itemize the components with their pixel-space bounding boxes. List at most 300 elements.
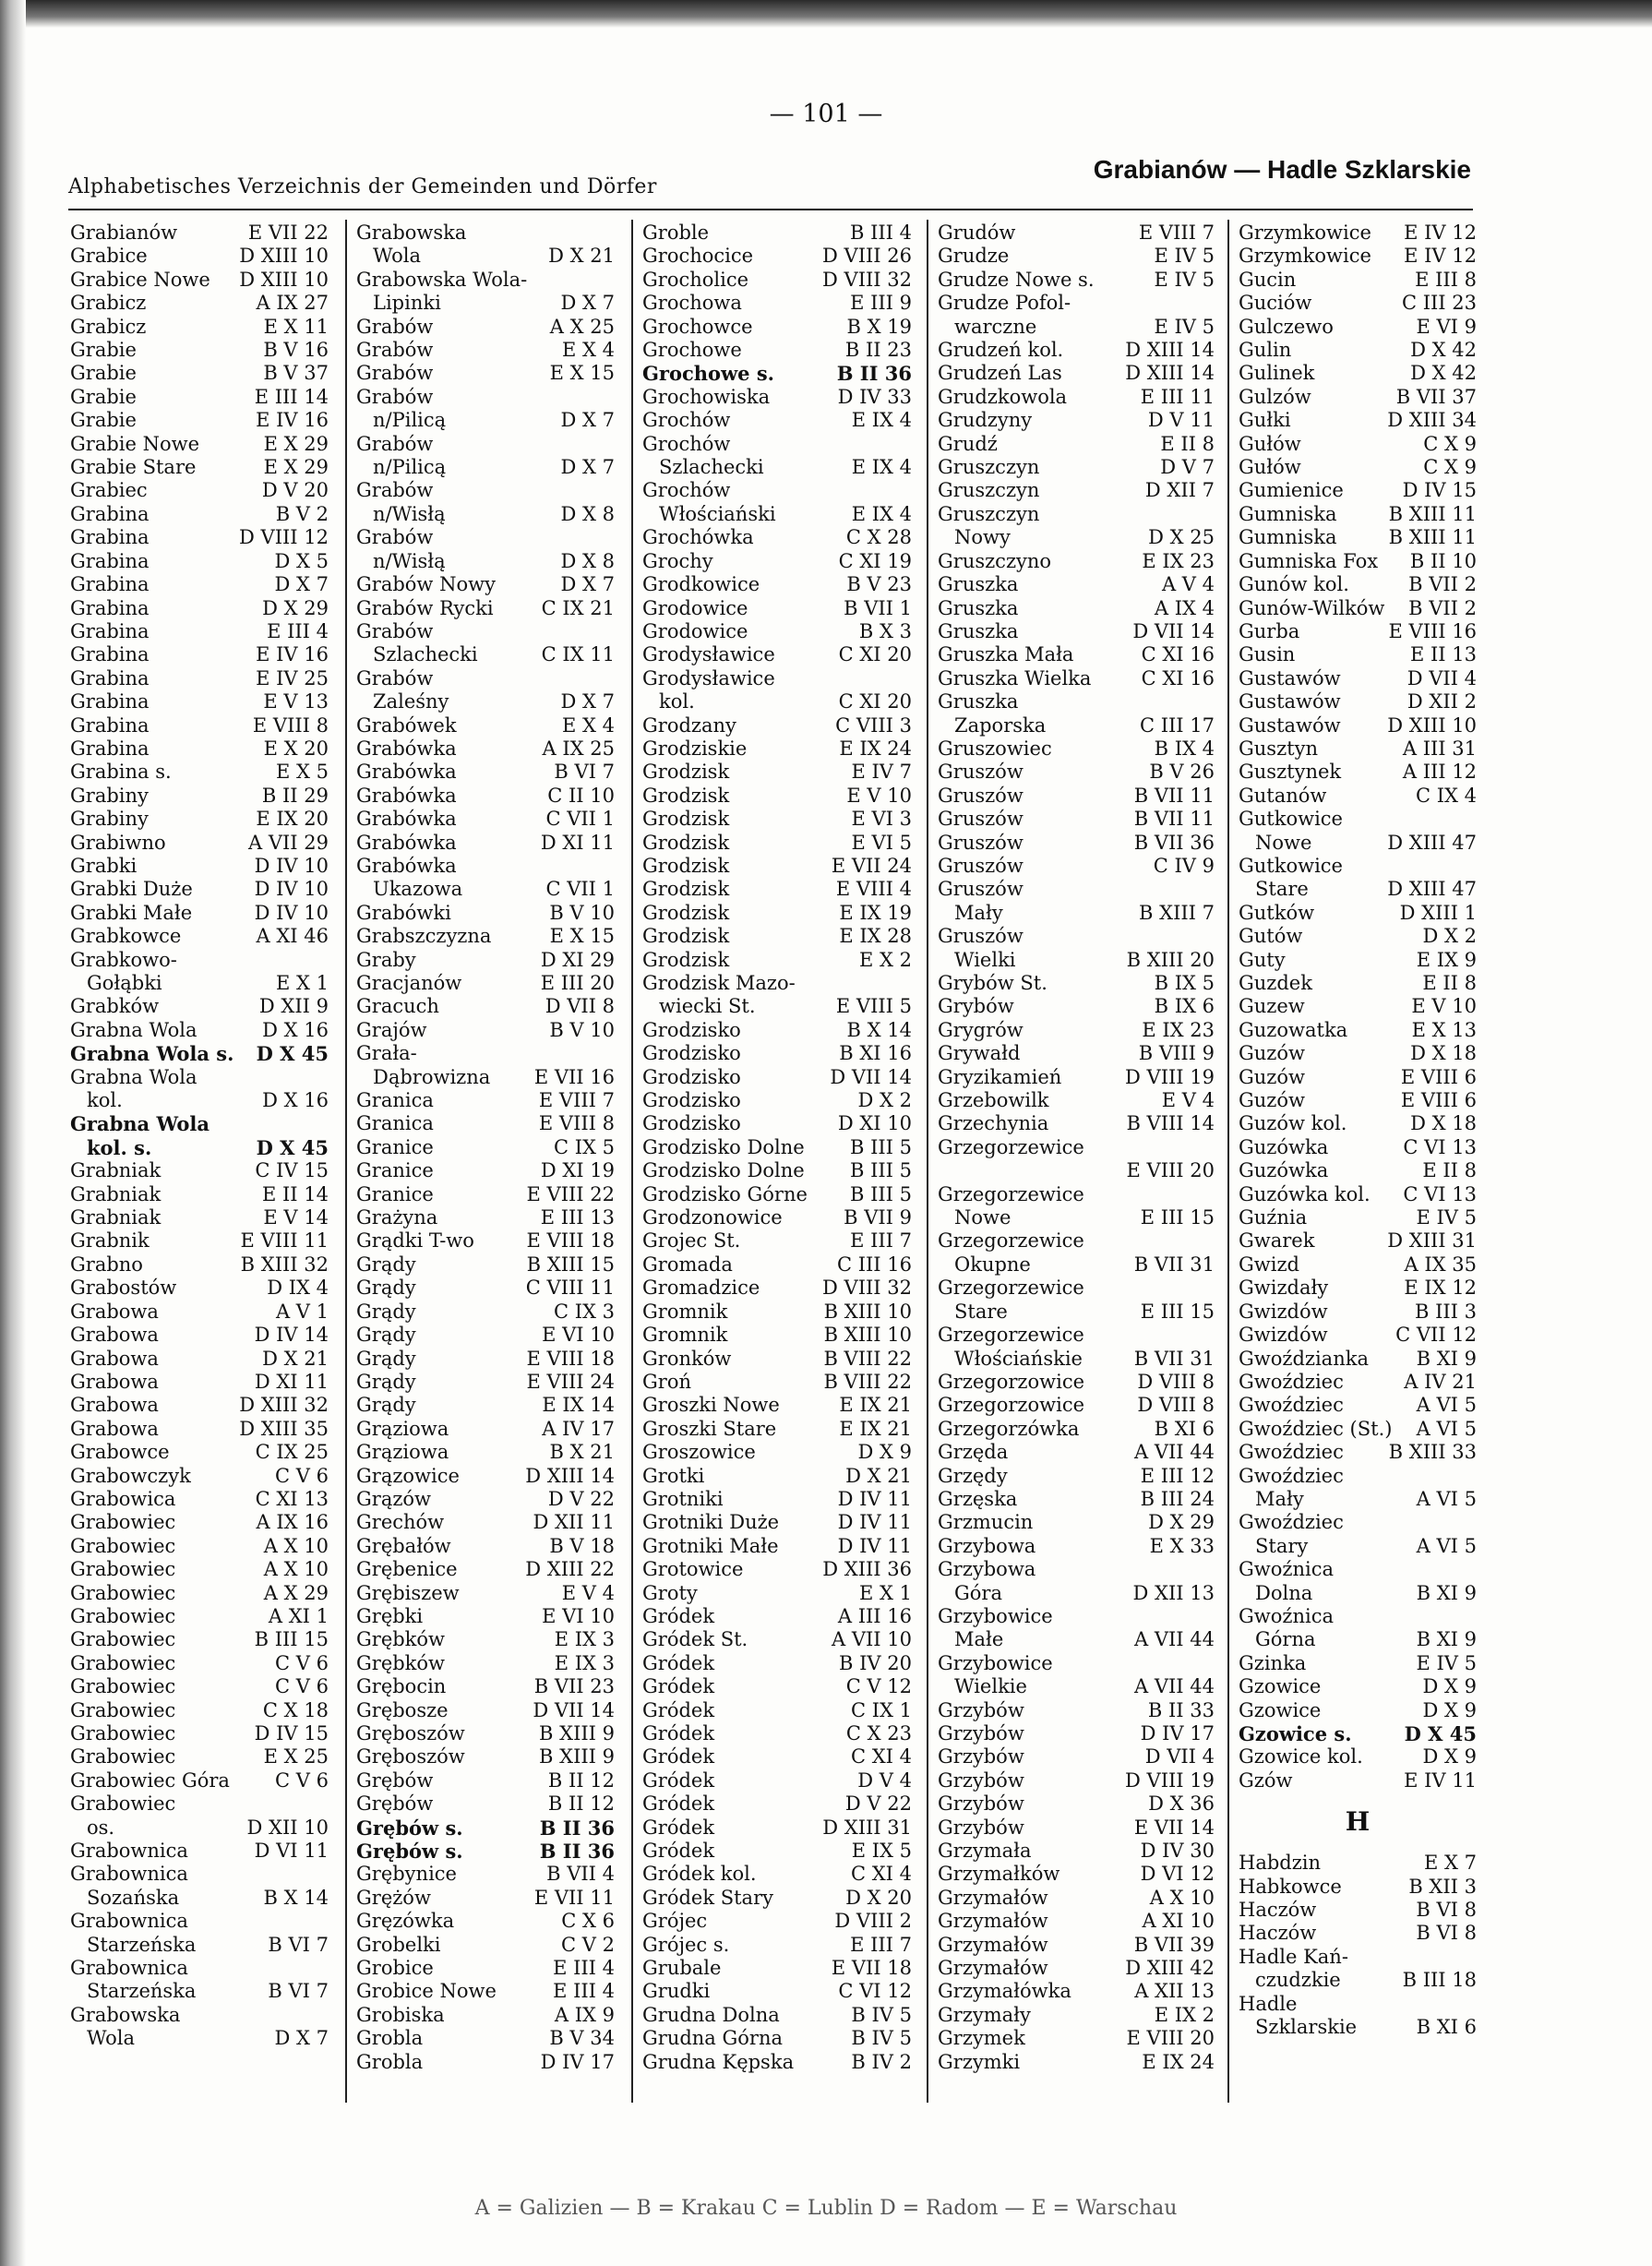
index-entry — [356, 1652, 615, 1675]
index-entry — [70, 526, 329, 549]
grid-code: B VII 11 — [1133, 808, 1215, 831]
place-name: Gródek — [642, 1840, 715, 1863]
place-name: Grzechynia — [938, 1112, 1049, 1135]
grid-code: B V 10 — [549, 901, 615, 924]
index-entry — [70, 1112, 329, 1135]
index-entry — [356, 1980, 615, 2003]
place-name: Starzeńska — [87, 1980, 197, 2003]
index-entry — [356, 1745, 615, 1768]
grid-code: D VIII 19 — [1125, 1065, 1215, 1088]
place-name: Gródek — [642, 1675, 715, 1698]
index-entry — [938, 902, 1215, 925]
grid-code: C IX 21 — [541, 596, 615, 619]
grid-code: E X 1 — [276, 972, 329, 994]
place-name: Grębocin — [356, 1675, 447, 1698]
place-name: Grębków — [356, 1651, 446, 1674]
place-name: Guźnia — [1239, 1206, 1308, 1229]
grid-code: E VI 5 — [851, 831, 912, 854]
place-name: Gruszka Wielka — [938, 666, 1092, 689]
grid-code: D X 2 — [1422, 925, 1477, 948]
grid-code: D XIII 47 — [1387, 831, 1477, 854]
grid-code: D X 7 — [274, 2027, 329, 2050]
grid-code: B VII 9 — [844, 1206, 912, 1229]
place-name: Grabów Rycki — [356, 596, 494, 619]
index-entry — [938, 643, 1215, 666]
index-entry — [70, 1441, 329, 1464]
grid-code: E X 7 — [1424, 1852, 1477, 1875]
place-name: Hadle — [1239, 1992, 1298, 2015]
place-name: Guzówka kol. — [1239, 1182, 1371, 1205]
index-entry — [1239, 1348, 1477, 1371]
place-name: Grywałd — [938, 1042, 1021, 1065]
place-name: Gurba — [1239, 619, 1300, 642]
place-name: Grzymkowice — [1239, 222, 1371, 244]
place-name: Guzdek — [1239, 972, 1312, 994]
index-entry — [642, 1324, 912, 1347]
index-entry — [642, 1089, 912, 1112]
place-name: Gromada — [642, 1253, 733, 1276]
grid-code: C III 23 — [1401, 292, 1477, 315]
index-entry — [642, 1019, 912, 1042]
grid-code: A VII 44 — [1134, 1441, 1215, 1464]
grid-code: E IX 3 — [554, 1651, 615, 1674]
place-name: Wola — [87, 2027, 136, 2050]
grid-code: D IV 33 — [837, 385, 912, 408]
grid-code: B IX 4 — [1154, 737, 1215, 760]
grid-code: E IV 25 — [256, 666, 329, 689]
index-column-1 — [70, 222, 329, 2051]
place-name: Grabina — [70, 549, 150, 572]
index-entry — [356, 1558, 615, 1581]
index-entry — [356, 1206, 615, 1229]
place-name: Grzegorzówka — [938, 1417, 1080, 1440]
index-entry — [642, 1112, 912, 1135]
place-name: Gruszka Mała — [938, 643, 1074, 666]
place-name: Grzybowice — [938, 1651, 1053, 1674]
section-letter — [1239, 1792, 1477, 1852]
place-name: Grajów — [356, 1018, 427, 1041]
place-name: Grzegorzewice — [938, 1324, 1084, 1347]
grid-code: D VII 8 — [545, 995, 615, 1018]
place-name: Grochowe s. — [642, 362, 774, 386]
place-name: Grabina — [70, 619, 150, 642]
index-entry — [70, 1371, 329, 1394]
index-entry — [356, 902, 615, 925]
place-name: Habdzin — [1239, 1852, 1322, 1875]
index-entry — [356, 1792, 615, 1816]
grid-code: C VI 12 — [838, 1980, 912, 2003]
place-name: Gruszka — [938, 596, 1019, 619]
index-entry — [70, 1301, 329, 1324]
place-name: Grudzeń Las — [938, 362, 1062, 385]
index-entry — [642, 972, 912, 995]
index-column-5 — [1239, 222, 1477, 2039]
index-entry — [1239, 1253, 1477, 1277]
place-name: Grabowiec — [70, 1722, 176, 1744]
grid-code: D VIII 8 — [1137, 1394, 1215, 1417]
index-entry — [356, 1253, 615, 1277]
index-entry — [938, 808, 1215, 831]
grid-code: B VII 1 — [844, 596, 912, 619]
place-name: Gruszów — [938, 761, 1024, 784]
place-name: Gronków — [642, 1347, 732, 1370]
grid-code: A X 10 — [1149, 1886, 1215, 1909]
index-entry — [356, 1488, 615, 1511]
index-entry — [938, 855, 1215, 878]
grid-code: E III 4 — [553, 1957, 615, 1980]
index-entry — [1239, 409, 1477, 432]
grid-code: C VII 1 — [545, 808, 615, 831]
index-entry — [70, 643, 329, 666]
index-entry — [642, 1745, 912, 1768]
grid-code: D VI 12 — [1140, 1863, 1215, 1886]
place-name: Grabicz — [70, 315, 147, 338]
index-entry — [70, 808, 329, 831]
grid-code: D IV 10 — [254, 878, 329, 901]
grid-code: C V 2 — [561, 1933, 615, 1956]
index-entry — [642, 479, 912, 502]
grid-code: B XIII 11 — [1388, 502, 1477, 525]
grid-code: B VII 11 — [1133, 784, 1215, 807]
place-name: Gręboszów — [356, 1745, 465, 1768]
place-name: kol. — [659, 690, 695, 713]
grid-code: D VII 4 — [1407, 666, 1477, 689]
index-entry — [1239, 620, 1477, 643]
index-entry — [70, 1675, 329, 1698]
index-entry — [938, 222, 1215, 245]
grid-code: E IV 7 — [851, 761, 912, 784]
index-entry — [356, 1934, 615, 1957]
grid-code: E X 15 — [549, 362, 615, 385]
index-entry — [642, 1628, 912, 1651]
grid-code: D IV 10 — [254, 901, 329, 924]
place-name: Grębów s. — [356, 1840, 463, 1864]
grid-code: B II 33 — [1147, 1698, 1215, 1721]
index-entry — [1239, 1371, 1477, 1394]
index-entry — [356, 1112, 615, 1135]
index-entry — [938, 1628, 1215, 1651]
index-entry — [642, 1675, 912, 1698]
index-entry — [70, 409, 329, 432]
place-name: Grojec St. — [642, 1229, 741, 1253]
index-entry — [1239, 1969, 1477, 1992]
index-entry — [356, 339, 615, 362]
place-name: Gołąbki — [87, 972, 162, 994]
grid-code: D X 45 — [1404, 1722, 1477, 1745]
index-entry — [70, 1465, 329, 1488]
place-name: Grądy — [356, 1253, 416, 1276]
grid-code: E V 4 — [1161, 1089, 1215, 1112]
index-entry — [1239, 1922, 1477, 1945]
place-name: Grabie — [70, 339, 137, 362]
grid-code: A III 16 — [837, 1604, 912, 1627]
grid-code: C IX 11 — [541, 643, 615, 666]
place-name: Gutów — [1239, 925, 1303, 948]
index-entry — [938, 1348, 1215, 1371]
grid-code: B II 10 — [1409, 549, 1477, 572]
index-entry — [642, 1558, 912, 1581]
index-entry — [938, 1699, 1215, 1722]
grid-code: D X 42 — [1410, 362, 1477, 385]
index-entry — [70, 433, 329, 456]
grid-code: D X 7 — [560, 409, 615, 432]
place-name: Grybów St. — [938, 972, 1047, 994]
index-entry — [356, 269, 615, 292]
place-name: Gródek — [642, 1745, 715, 1768]
grid-code: D X 18 — [1410, 1112, 1477, 1135]
grid-code: B V 23 — [846, 573, 912, 596]
grid-code: A IV 17 — [542, 1417, 615, 1440]
place-name: Małe — [954, 1628, 1004, 1651]
index-entry — [1239, 433, 1477, 456]
index-entry — [938, 1957, 1215, 1980]
index-entry — [938, 2004, 1215, 2027]
place-name: Grębki — [356, 1604, 424, 1627]
index-entry — [70, 503, 329, 526]
index-entry — [1239, 550, 1477, 573]
place-name: Grochowce — [642, 315, 753, 338]
grid-code: E II 13 — [1410, 643, 1477, 666]
index-entry — [70, 1253, 329, 1277]
index-entry — [70, 1394, 329, 1417]
grid-code: C III 17 — [1139, 713, 1215, 737]
place-name: Gracuch — [356, 995, 439, 1018]
place-name: Grotniki Duże — [642, 1511, 780, 1534]
place-name: Grzybów — [938, 1816, 1024, 1839]
place-name: Grabowiec — [70, 1698, 176, 1721]
place-name: n/Wisłą — [373, 502, 446, 525]
index-entry — [356, 1418, 615, 1441]
index-entry — [1239, 339, 1477, 362]
place-name: Gułów — [1239, 456, 1301, 479]
grid-code: B VI 7 — [268, 1980, 329, 2003]
place-name: Grębynice — [356, 1863, 457, 1886]
grid-code: D XIII 47 — [1387, 878, 1477, 901]
index-entry — [356, 1535, 615, 1558]
place-name: Grzęska — [938, 1487, 1018, 1510]
header-rule — [68, 209, 1473, 210]
grid-code: D V 22 — [844, 1792, 912, 1816]
index-entry — [642, 620, 912, 643]
grid-code: D VIII 2 — [834, 1910, 912, 1933]
index-entry — [356, 479, 615, 502]
grid-code: D XI 29 — [540, 948, 615, 971]
index-entry — [938, 1089, 1215, 1112]
index-entry — [642, 339, 912, 362]
place-name: Okupne — [954, 1253, 1031, 1276]
place-name: Grzymkowice — [1239, 245, 1371, 268]
grid-code: B IV 2 — [851, 2050, 912, 2073]
place-name: Grodzisko — [642, 1089, 741, 1112]
place-name: Grabowiec Góra — [70, 1768, 230, 1792]
grid-code: E VIII 5 — [835, 995, 912, 1018]
index-entry — [938, 339, 1215, 362]
grid-code: B III 5 — [849, 1182, 912, 1205]
index-entry — [938, 972, 1215, 995]
grid-code: D X 45 — [256, 1135, 329, 1159]
index-entry — [356, 573, 615, 596]
place-name: Guzew — [1239, 995, 1305, 1018]
grid-code: B II 36 — [836, 362, 912, 386]
index-entry — [642, 1465, 912, 1488]
index-entry — [642, 785, 912, 808]
index-entry — [70, 1652, 329, 1675]
grid-code: A VII 29 — [248, 831, 329, 854]
grid-code: C V 6 — [275, 1768, 329, 1792]
grid-code: E VII 22 — [247, 222, 329, 244]
place-name: Starzeńska — [87, 1933, 197, 1956]
index-entry — [70, 878, 329, 901]
place-name: Grodzisk — [642, 808, 730, 831]
place-name: Gzowice — [1239, 1698, 1322, 1721]
grid-code: B V 37 — [263, 362, 329, 385]
grid-code: B III 5 — [849, 1135, 912, 1158]
index-entry — [938, 1535, 1215, 1558]
place-name: Grzmucin — [938, 1511, 1034, 1534]
place-name: Gustawów — [1239, 713, 1341, 737]
place-name: Grubale — [642, 1957, 722, 1980]
page-number: — 101 — — [769, 100, 883, 128]
index-entry — [938, 925, 1215, 948]
grid-code: D X 2 — [857, 1089, 912, 1112]
place-name: Gulczewo — [1239, 315, 1334, 338]
place-name: Gusztyn — [1239, 737, 1318, 760]
place-name: Grabina — [70, 643, 150, 666]
grid-code: C XI 20 — [838, 643, 912, 666]
place-name: Grabowce — [70, 1441, 170, 1464]
grid-code: D X 8 — [560, 549, 615, 572]
index-entry — [938, 1934, 1215, 1957]
grid-code: E IV 5 — [1416, 1206, 1477, 1229]
place-name: Gzów — [1239, 1768, 1293, 1792]
grid-code: D IV 15 — [1402, 479, 1477, 502]
index-entry — [356, 433, 615, 456]
index-entry — [642, 1229, 912, 1253]
grid-code: D X 16 — [262, 1018, 329, 1041]
index-entry — [356, 386, 615, 409]
place-name: Gwoździec — [1239, 1370, 1344, 1393]
column-divider — [927, 220, 928, 2103]
grid-code: E X 20 — [263, 737, 329, 760]
place-name: Grzęda — [938, 1441, 1009, 1464]
index-entry — [642, 1582, 912, 1605]
index-entry — [642, 1816, 912, 1840]
grid-code: B XI 9 — [1416, 1581, 1477, 1604]
index-entry — [938, 620, 1215, 643]
grid-code: E IV 12 — [1404, 245, 1477, 268]
place-name: Gródek St. — [642, 1628, 748, 1651]
place-name: Grzymałów — [938, 1910, 1048, 1933]
index-entry — [938, 456, 1215, 479]
grid-code: D V 11 — [1147, 409, 1215, 432]
place-name: Szlachecki — [659, 456, 764, 479]
index-entry — [642, 1511, 912, 1534]
index-entry — [356, 2027, 615, 2050]
index-entry — [70, 1887, 329, 1910]
index-entry — [642, 1887, 912, 1910]
index-entry — [938, 1183, 1215, 1206]
index-entry — [938, 832, 1215, 855]
index-entry — [70, 761, 329, 784]
grid-code: E VI 3 — [851, 808, 912, 831]
index-entry — [70, 597, 329, 620]
grid-code: E IX 3 — [554, 1628, 615, 1651]
index-entry — [356, 1229, 615, 1253]
grid-code: B V 34 — [549, 2027, 615, 2050]
index-entry — [1239, 690, 1477, 713]
grid-code: E VIII 24 — [526, 1370, 615, 1393]
grid-code: B X 14 — [263, 1886, 329, 1909]
index-entry — [356, 667, 615, 690]
grid-code: E V 13 — [263, 690, 329, 713]
place-name: kol. — [87, 1089, 123, 1112]
index-entry — [1239, 1441, 1477, 1464]
index-entry — [356, 1957, 615, 1980]
place-name: Grobelki — [356, 1933, 441, 1956]
index-entry — [938, 1511, 1215, 1534]
place-name: Grębków — [356, 1628, 446, 1651]
index-entry — [356, 409, 615, 432]
grid-code: D XII 7 — [1144, 479, 1215, 502]
grid-code: D X 9 — [857, 1441, 912, 1464]
grid-code: D XIII 14 — [1125, 362, 1215, 385]
grid-code: E X 29 — [263, 456, 329, 479]
grid-code: C XI 16 — [1141, 666, 1215, 689]
place-name: Grabowiec — [70, 1534, 176, 1557]
grid-code: A VII 10 — [832, 1628, 912, 1651]
place-name: Grabownica — [70, 1910, 188, 1933]
place-name: Grzybów — [938, 1745, 1024, 1768]
place-name: Grabowiec — [70, 1581, 176, 1604]
place-name: Gródek — [642, 1792, 715, 1816]
index-entry — [938, 386, 1215, 409]
grid-code: D X 25 — [1148, 526, 1215, 549]
place-name: Grochowa — [642, 292, 742, 315]
index-entry — [642, 1183, 912, 1206]
place-name: Grochów — [642, 409, 731, 432]
index-entry — [1239, 925, 1477, 948]
running-title-left: Alphabetisches Verzeichnis der Gemeinden und Dörfer — [68, 175, 657, 198]
grid-code: D XIII 31 — [1387, 1229, 1477, 1253]
grid-code: E IX 5 — [851, 1840, 912, 1863]
index-entry — [938, 1159, 1215, 1182]
place-name: Gruszka — [938, 619, 1019, 642]
index-entry — [70, 1605, 329, 1628]
region-legend: A = Galizien — B = Krakau C = Lublin D = Radom — E = Warschau — [474, 2197, 1178, 2220]
grid-code: E VIII 18 — [526, 1347, 615, 1370]
place-name: Mały — [1255, 1487, 1304, 1510]
index-entry — [356, 292, 615, 315]
index-entry — [1239, 1159, 1477, 1182]
column-divider — [345, 220, 347, 2103]
place-name: Gwizdów — [1239, 1324, 1328, 1347]
index-entry — [356, 1394, 615, 1417]
index-entry — [642, 995, 912, 1018]
grid-code: E VIII 20 — [1126, 1159, 1215, 1182]
grid-code: B VII 31 — [1133, 1253, 1215, 1276]
index-entry — [1239, 737, 1477, 761]
grid-code: B XIII 15 — [526, 1253, 615, 1276]
index-entry — [938, 1816, 1215, 1840]
grid-code: B III 15 — [254, 1628, 329, 1651]
grid-code: D V 22 — [547, 1487, 615, 1510]
grid-code: E II 14 — [262, 1182, 329, 1205]
grid-code: D VIII 8 — [1137, 1370, 1215, 1393]
place-name: Grabiec — [70, 479, 148, 502]
place-name: Grębów s. — [356, 1816, 463, 1840]
index-entry — [642, 316, 912, 339]
place-name: Grudki — [642, 1980, 711, 2003]
